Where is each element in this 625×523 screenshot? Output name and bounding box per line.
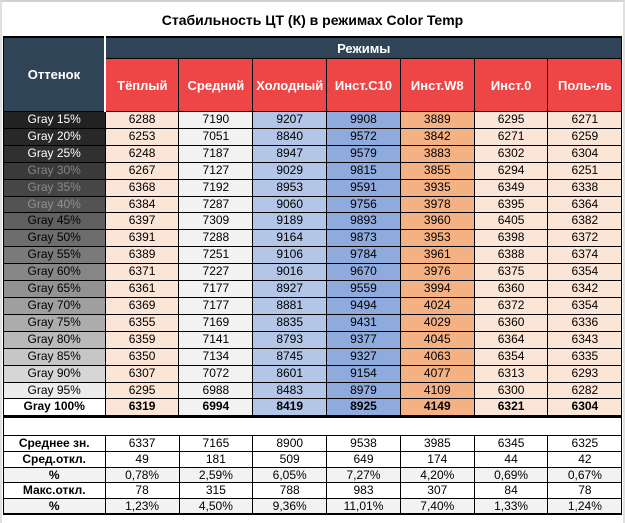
value-cell: 6364 [474, 331, 548, 348]
mode-header: Холодный [253, 59, 327, 112]
table-row [3, 162, 622, 179]
value-cell: 6282 [548, 382, 622, 399]
summary-value-cell: 174 [400, 451, 474, 467]
row-label: Gray 60% [3, 264, 105, 281]
value-cell: 6397 [105, 213, 179, 230]
value-cell: 6374 [548, 247, 622, 264]
value-cell: 6271 [474, 128, 548, 145]
value-cell: 7288 [179, 230, 253, 247]
row-label: Gray 80% [3, 331, 105, 348]
value-cell: 3883 [400, 145, 474, 162]
value-cell: 6355 [105, 314, 179, 331]
value-cell: 6368 [105, 179, 179, 196]
value-cell: 6349 [474, 179, 548, 196]
value-cell: 6338 [548, 179, 622, 196]
row-label: Gray 35% [3, 179, 105, 196]
value-cell: 9106 [253, 247, 327, 264]
summary-row-label: Макс.откл. [3, 483, 105, 499]
value-cell: 7051 [179, 128, 253, 145]
value-cell: 3978 [400, 196, 474, 213]
value-cell: 6354 [474, 348, 548, 365]
summary-row [3, 467, 622, 483]
table-row [3, 179, 622, 196]
value-cell: 6371 [105, 264, 179, 281]
value-cell: 6321 [474, 399, 548, 417]
summary-value-cell: 788 [253, 483, 327, 499]
value-cell: 7169 [179, 314, 253, 331]
mode-header: Средний [179, 59, 253, 112]
value-cell: 9029 [253, 162, 327, 179]
value-cell: 3935 [400, 179, 474, 196]
value-cell: 6994 [179, 399, 253, 417]
value-cell: 6369 [105, 297, 179, 314]
value-cell: 7134 [179, 348, 253, 365]
summary-value-cell: 0,67% [548, 467, 622, 483]
row-label: Gray 55% [3, 247, 105, 264]
value-cell: 6364 [548, 196, 622, 213]
summary-value-cell: 7165 [179, 436, 253, 452]
value-cell: 8793 [253, 331, 327, 348]
value-cell: 6304 [548, 399, 622, 417]
page-title: Стабильность ЦТ (К) в режимах Color Temp [161, 12, 464, 28]
value-cell: 7141 [179, 331, 253, 348]
value-cell: 7177 [179, 297, 253, 314]
value-cell: 6295 [474, 112, 548, 129]
summary-value-cell: 315 [179, 483, 253, 499]
summary-value-cell: 8900 [253, 436, 327, 452]
summary-value-cell: 983 [327, 483, 401, 499]
table-row [3, 264, 622, 281]
value-cell: 6372 [474, 297, 548, 314]
value-cell: 7127 [179, 162, 253, 179]
value-cell: 9784 [327, 247, 401, 264]
summary-value-cell: 49 [105, 451, 179, 467]
value-cell: 6398 [474, 230, 548, 247]
value-cell: 9494 [327, 297, 401, 314]
value-cell: 6335 [548, 348, 622, 365]
value-cell: 8925 [327, 399, 401, 417]
summary-value-cell: 84 [474, 483, 548, 499]
summary-row-label: Среднее зн. [3, 436, 105, 452]
value-cell: 6271 [548, 112, 622, 129]
row-label: Gray 65% [3, 281, 105, 298]
row-label: Gray 40% [3, 196, 105, 213]
summary-rows [3, 436, 622, 514]
value-cell: 6248 [105, 145, 179, 162]
value-cell: 6361 [105, 281, 179, 298]
value-cell: 4149 [400, 399, 474, 417]
color-temp-stability-table [3, 36, 623, 418]
summary-value-cell: 78 [105, 483, 179, 499]
value-cell: 9756 [327, 196, 401, 213]
summary-value-cell: 6345 [474, 436, 548, 452]
value-cell: 6319 [105, 399, 179, 417]
value-cell: 7227 [179, 264, 253, 281]
row-label: Gray 30% [3, 162, 105, 179]
value-cell: 6259 [548, 128, 622, 145]
value-cell: 9164 [253, 230, 327, 247]
value-cell: 6359 [105, 331, 179, 348]
value-cell: 6302 [474, 145, 548, 162]
value-cell: 6253 [105, 128, 179, 145]
value-cell: 9873 [327, 230, 401, 247]
row-label: Gray 70% [3, 297, 105, 314]
value-cell: 6307 [105, 365, 179, 382]
summary-row-label: Сред.откл. [3, 451, 105, 467]
value-cell: 6342 [548, 281, 622, 298]
row-label: Gray 75% [3, 314, 105, 331]
summary-value-cell: 9538 [327, 436, 401, 452]
value-cell: 9207 [253, 112, 327, 129]
summary-value-cell: 307 [400, 483, 474, 499]
value-cell: 8979 [327, 382, 401, 399]
group-header-row [3, 37, 622, 59]
summary-value-cell: 3985 [400, 436, 474, 452]
value-cell: 3842 [400, 128, 474, 145]
table-row [3, 112, 622, 129]
summary-value-cell: 1,23% [105, 498, 179, 514]
row-label: Gray 100% [3, 399, 105, 417]
value-cell: 6313 [474, 365, 548, 382]
value-cell: 7072 [179, 365, 253, 382]
shade-column-header: Оттенок [3, 37, 105, 112]
value-cell: 3961 [400, 247, 474, 264]
summary-value-cell: 181 [179, 451, 253, 467]
mode-header: Инст.C10 [327, 59, 401, 112]
value-cell: 6343 [548, 331, 622, 348]
value-cell: 7192 [179, 179, 253, 196]
mode-header: Инст.0 [474, 59, 548, 112]
value-cell: 6350 [105, 348, 179, 365]
mode-header: Поль-ль [548, 59, 622, 112]
table-row [3, 331, 622, 348]
table-gap [3, 418, 622, 435]
value-cell: 6304 [548, 145, 622, 162]
table-row [3, 145, 622, 162]
value-cell: 6251 [548, 162, 622, 179]
summary-value-cell: 0,69% [474, 467, 548, 483]
value-cell: 9572 [327, 128, 401, 145]
table-row [3, 382, 622, 399]
mode-header: Инст.W8 [400, 59, 474, 112]
modes-group-header: Режимы [105, 37, 622, 59]
summary-value-cell: 6,05% [253, 467, 327, 483]
value-cell: 6294 [474, 162, 548, 179]
summary-value-cell: 1,24% [548, 498, 622, 514]
value-cell: 9327 [327, 348, 401, 365]
value-cell: 9559 [327, 281, 401, 298]
table-row [3, 213, 622, 230]
value-cell: 9893 [327, 213, 401, 230]
value-cell: 6389 [105, 247, 179, 264]
value-cell: 7187 [179, 145, 253, 162]
value-cell: 6360 [474, 281, 548, 298]
mode-header: Тёплый [105, 59, 179, 112]
table-row [3, 281, 622, 298]
value-cell: 6988 [179, 382, 253, 399]
value-cell: 4109 [400, 382, 474, 399]
value-cell: 6300 [474, 382, 548, 399]
value-cell: 8483 [253, 382, 327, 399]
value-cell: 4063 [400, 348, 474, 365]
value-cell: 9060 [253, 196, 327, 213]
data-rows [3, 112, 622, 417]
summary-row [3, 451, 622, 467]
summary-value-cell: 4,20% [400, 467, 474, 483]
summary-value-cell: 7,40% [400, 498, 474, 514]
row-label: Gray 85% [3, 348, 105, 365]
summary-row-label: % [3, 498, 105, 514]
value-cell: 9189 [253, 213, 327, 230]
summary-table [3, 435, 623, 515]
summary-value-cell: 6325 [548, 436, 622, 452]
table-row [3, 128, 622, 145]
value-cell: 8947 [253, 145, 327, 162]
value-cell: 6372 [548, 230, 622, 247]
value-cell: 9579 [327, 145, 401, 162]
value-cell: 7190 [179, 112, 253, 129]
table-row [3, 247, 622, 264]
table-row [3, 365, 622, 382]
table-row [3, 230, 622, 247]
value-cell: 3976 [400, 264, 474, 281]
value-cell: 8419 [253, 399, 327, 417]
value-cell: 4045 [400, 331, 474, 348]
value-cell: 4077 [400, 365, 474, 382]
value-cell: 9377 [327, 331, 401, 348]
summary-value-cell: 4,50% [179, 498, 253, 514]
value-cell: 7309 [179, 213, 253, 230]
value-cell: 9154 [327, 365, 401, 382]
summary-row [3, 498, 622, 514]
summary-value-cell: 649 [327, 451, 401, 467]
value-cell: 7287 [179, 196, 253, 213]
value-cell: 6354 [548, 264, 622, 281]
value-cell: 8840 [253, 128, 327, 145]
value-cell: 9016 [253, 264, 327, 281]
table-row [3, 348, 622, 365]
summary-value-cell: 2,59% [179, 467, 253, 483]
value-cell: 3994 [400, 281, 474, 298]
summary-value-cell: 1,33% [474, 498, 548, 514]
value-cell: 6360 [474, 314, 548, 331]
value-cell: 8927 [253, 281, 327, 298]
value-cell: 6336 [548, 314, 622, 331]
summary-row-label: % [3, 467, 105, 483]
value-cell: 8745 [253, 348, 327, 365]
summary-value-cell: 9,36% [253, 498, 327, 514]
summary-value-cell: 7,27% [327, 467, 401, 483]
summary-value-cell: 42 [548, 451, 622, 467]
value-cell: 3953 [400, 230, 474, 247]
value-cell: 4024 [400, 297, 474, 314]
value-cell: 6405 [474, 213, 548, 230]
value-cell: 6288 [105, 112, 179, 129]
value-cell: 9431 [327, 314, 401, 331]
row-label: Gray 25% [3, 145, 105, 162]
table-row [3, 196, 622, 213]
row-label: Gray 15% [3, 112, 105, 129]
summary-value-cell: 44 [474, 451, 548, 467]
row-label: Gray 50% [3, 230, 105, 247]
value-cell: 6375 [474, 264, 548, 281]
summary-row [3, 436, 622, 452]
value-cell: 3855 [400, 162, 474, 179]
value-cell: 6354 [548, 297, 622, 314]
row-label: Gray 45% [3, 213, 105, 230]
value-cell: 7251 [179, 247, 253, 264]
summary-value-cell: 0,78% [105, 467, 179, 483]
table-row [3, 297, 622, 314]
summary-value-cell: 11,01% [327, 498, 401, 514]
value-cell: 6388 [474, 247, 548, 264]
value-cell: 6384 [105, 196, 179, 213]
summary-value-cell: 6337 [105, 436, 179, 452]
value-cell: 9908 [327, 112, 401, 129]
value-cell: 6293 [548, 365, 622, 382]
table-row [3, 314, 622, 331]
value-cell: 3960 [400, 213, 474, 230]
value-cell: 8881 [253, 297, 327, 314]
summary-row [3, 483, 622, 499]
value-cell: 9815 [327, 162, 401, 179]
row-label: Gray 90% [3, 365, 105, 382]
row-label: Gray 95% [3, 382, 105, 399]
value-cell: 8835 [253, 314, 327, 331]
value-cell: 6391 [105, 230, 179, 247]
value-cell: 4029 [400, 314, 474, 331]
value-cell: 8601 [253, 365, 327, 382]
value-cell: 6382 [548, 213, 622, 230]
table-row [3, 399, 622, 417]
value-cell: 6267 [105, 162, 179, 179]
value-cell: 6395 [474, 196, 548, 213]
value-cell: 7177 [179, 281, 253, 298]
value-cell: 3889 [400, 112, 474, 129]
summary-value-cell: 78 [548, 483, 622, 499]
row-label: Gray 20% [3, 128, 105, 145]
value-cell: 8953 [253, 179, 327, 196]
value-cell: 9591 [327, 179, 401, 196]
value-cell: 9670 [327, 264, 401, 281]
summary-value-cell: 509 [253, 451, 327, 467]
value-cell: 6295 [105, 382, 179, 399]
